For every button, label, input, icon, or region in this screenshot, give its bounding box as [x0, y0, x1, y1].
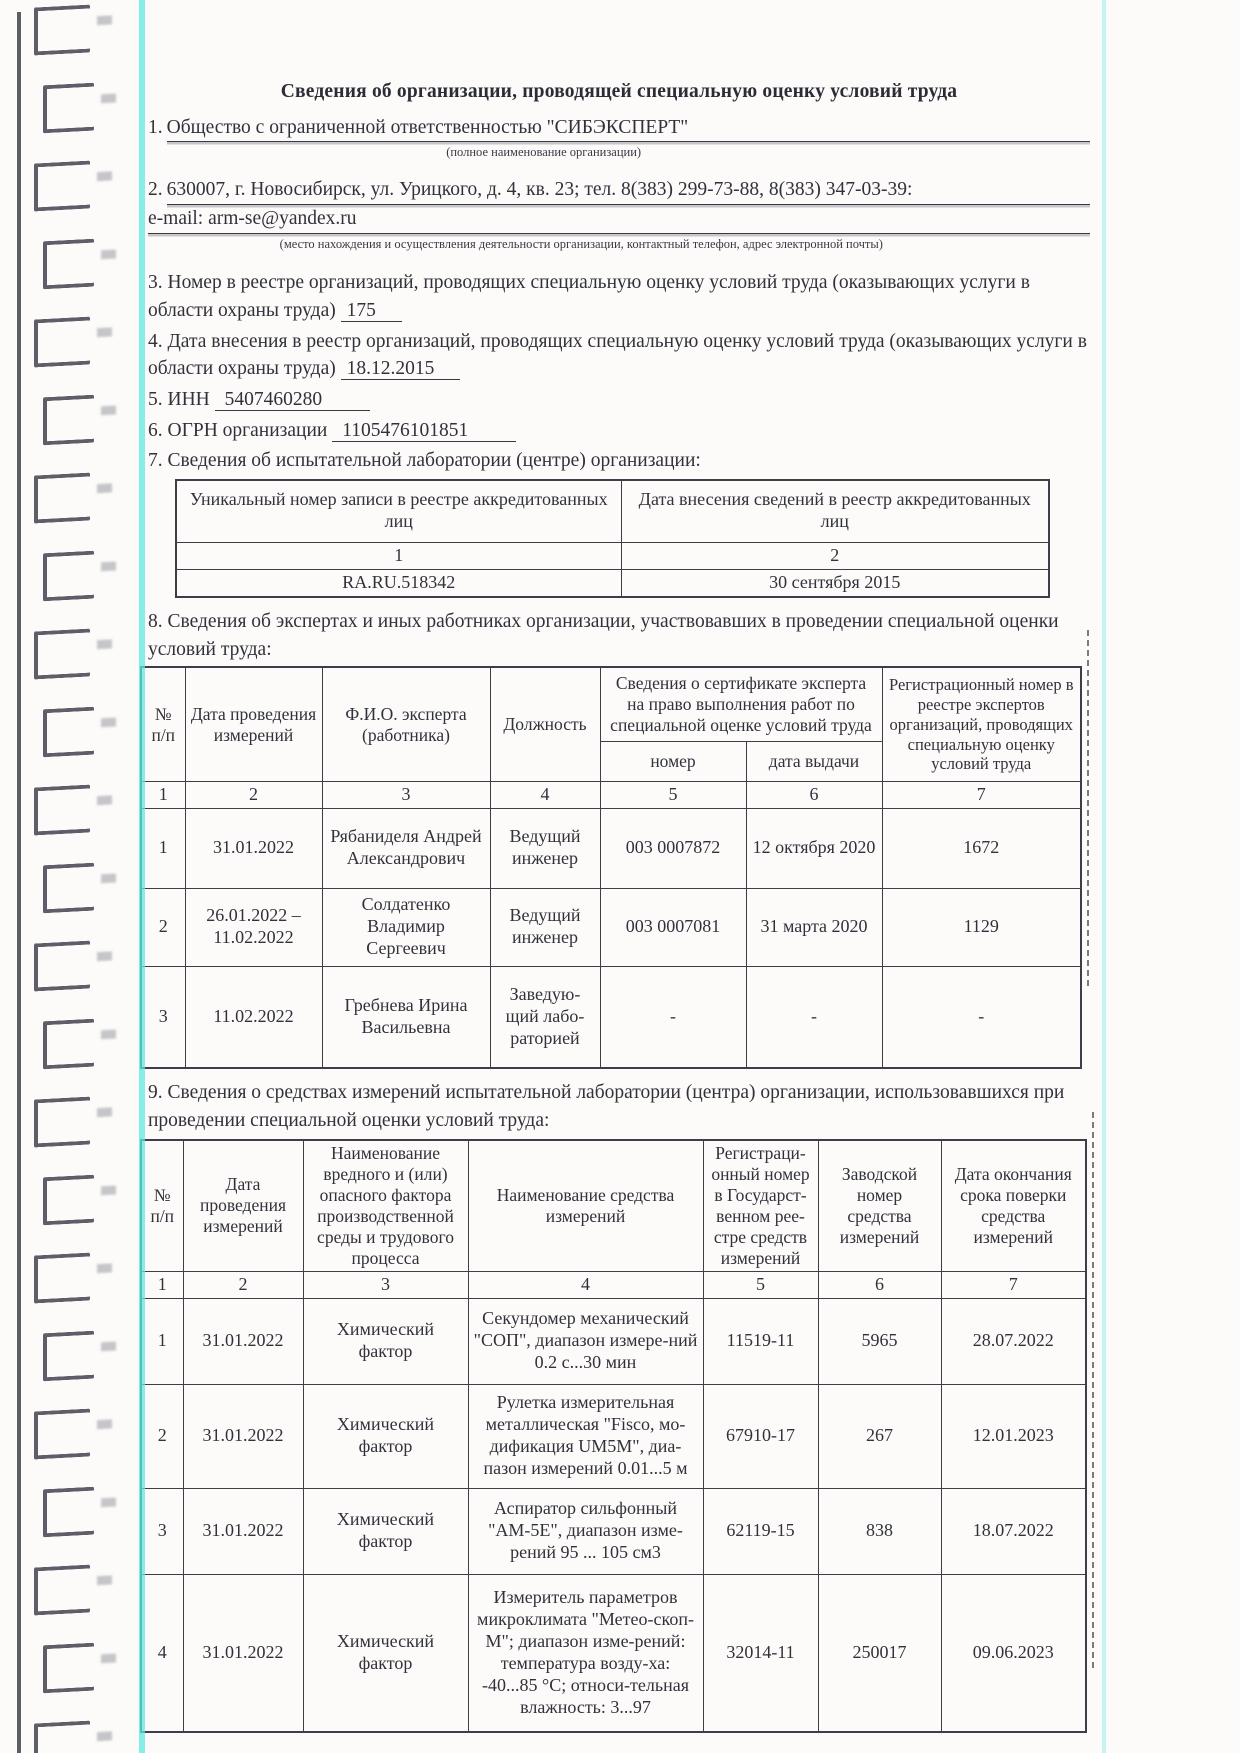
item-1-caption: (полное наименование организации): [446, 145, 642, 160]
instruments-cell: Аспиратор сильфонный "АМ-5Е", диапазон изме-рений 95 ... 105 см3: [468, 1488, 703, 1574]
instruments-cell: 11519-11: [703, 1298, 818, 1384]
experts-cell: 3: [141, 966, 185, 1068]
instruments-col-date: Дата проведения измерений: [183, 1140, 303, 1272]
instruments-index-cell: 1: [141, 1271, 183, 1298]
instruments-col-serial: Заводской номер средства измерений: [818, 1140, 941, 1272]
item-1-number: 1.: [148, 116, 163, 138]
item-5-value: 5407460280: [215, 389, 371, 411]
instruments-cell: 31.01.2022: [183, 1574, 303, 1732]
item-8-heading: 8. Сведения об экспертах и иных работниках организации, участвовавших в проведении специальной оценки условий труда:: [148, 611, 1059, 660]
lab-table-index-cell: 1: [176, 542, 621, 569]
experts-index-cell: 5: [600, 781, 746, 808]
experts-index-cell: 2: [185, 781, 322, 808]
instruments-cell: 28.07.2022: [941, 1298, 1086, 1384]
experts-cell: Ведущий инженер: [490, 888, 600, 966]
experts-cell: Ведущий инженер: [490, 808, 600, 888]
experts-row: [141, 808, 1081, 888]
item-5-inn: [148, 386, 1090, 414]
experts-cell: 1: [141, 808, 185, 888]
experts-cell: 31.01.2022: [185, 808, 322, 888]
experts-col-cert-date: дата выдачи: [746, 741, 882, 781]
experts-cell: Солдатенко Владимир Сергеевич: [322, 888, 490, 966]
instruments-cell: 1: [141, 1298, 183, 1384]
experts-cell: 26.01.2022 – 11.02.2022: [185, 888, 322, 966]
experts-cell: -: [746, 966, 882, 1068]
lab-table-header-cell: Дата внесения сведений в реестр аккредитованных лиц: [621, 480, 1049, 542]
item-6-label: 6. ОГРН организации: [148, 419, 328, 441]
lab-table: [175, 479, 1050, 598]
instruments-cell: Химический фактор: [303, 1384, 468, 1488]
experts-col-cert-group: Сведения о сертификате эксперта на право выполнения работ по специальной оценке условий труда: [600, 667, 882, 741]
experts-cell: Заведую-щий лабо-раторией: [490, 966, 600, 1068]
instruments-cell: 267: [818, 1384, 941, 1488]
item-3-value: 175: [341, 300, 402, 322]
item-5-label: 5. ИНН: [148, 389, 210, 410]
instruments-cell: Рулетка измерительная металлическая "Fisco, мо-дификация UM5M", диа-пазон измерений 0.01...5 м: [468, 1384, 703, 1488]
instruments-cell: Химический фактор: [303, 1298, 468, 1384]
experts-col-position: Должность: [490, 667, 600, 781]
instruments-cell: Измеритель параметров микроклимата "Метео-скоп-М"; диапазон изме-рений: температура возду-ха: -40...85 °С; относи-тельная влажность: 3...97: [468, 1574, 703, 1732]
item-7-heading: 7. Сведения об испытательной лаборатории (центре) организации:: [148, 450, 701, 472]
document-content: [148, 78, 1090, 1733]
instruments-cell: 3: [141, 1488, 183, 1574]
experts-col-reg-number: Регистрационный номер в реестре экспертов организаций, проводящих специальную оценку условий труда: [882, 667, 1081, 781]
instruments-cell: 31.01.2022: [183, 1488, 303, 1574]
instruments-cell: 31.01.2022: [183, 1298, 303, 1384]
experts-index-cell: 6: [746, 781, 882, 808]
experts-cell: 1129: [882, 888, 1081, 966]
item-2-email: e-mail: arm-se@yandex.ru: [148, 205, 1090, 234]
instruments-cell: Химический фактор: [303, 1574, 468, 1732]
item-1-org-name: [148, 114, 1090, 143]
experts-cell: 1672: [882, 808, 1081, 888]
experts-col-name: Ф.И.О. эксперта (работника): [322, 667, 490, 781]
experts-index-cell: 7: [882, 781, 1081, 808]
experts-cell: 2: [141, 888, 185, 966]
experts-index-cell: 1: [141, 781, 185, 808]
instruments-col-instrument: Наименование средства измерений: [468, 1140, 703, 1272]
instruments-cell: 4: [141, 1574, 183, 1732]
instruments-row: [141, 1574, 1086, 1732]
instruments-table: [140, 1139, 1087, 1733]
item-3-registry-number: [148, 269, 1090, 324]
item-3-text: 3. Номер в реестре организаций, проводящих специальную оценку условий труда (оказывающих услуги в области охраны труда): [148, 272, 1030, 321]
lab-table-index-cell: 2: [621, 542, 1049, 569]
experts-col-cert-number: номер: [600, 741, 746, 781]
item-2-address-line: [148, 176, 1090, 205]
experts-cell: Гребнева Ирина Васильевна: [322, 966, 490, 1068]
lab-table-header-cell: Уникальный номер записи в реестре аккредитованных лиц: [176, 480, 621, 542]
experts-table: [140, 666, 1082, 1069]
instruments-cell: 838: [818, 1488, 941, 1574]
spiral-binding: [34, 6, 129, 1753]
instruments-row: [141, 1298, 1086, 1384]
instruments-cell: 67910-17: [703, 1384, 818, 1488]
instruments-cell: 5965: [818, 1298, 941, 1384]
item-2-number: 2.: [148, 179, 163, 201]
item-4-text: 4. Дата внесения в реестр организаций, проводящих специальную оценку условий труда (оказывающих услуги в области охраны труда): [148, 330, 1087, 380]
item-2-address: 630007, г. Новосибирск, ул. Урицкого, д. 4, кв. 23; тел. 8(383) 299-73-88, 8(383) 347-03-39:: [167, 176, 1090, 205]
scanner-artifact-stripe-right: [1102, 0, 1106, 1753]
item-2-email-line: [148, 205, 1090, 234]
instruments-index-cell: 7: [941, 1271, 1086, 1298]
instruments-cell: 12.01.2023: [941, 1384, 1086, 1488]
page-title: Сведения об организации, проводящей специальную оценку условий труда: [280, 81, 958, 102]
page-edge-shadow: [17, 12, 21, 1753]
experts-cell: 31 марта 2020: [746, 888, 882, 966]
experts-cell: -: [600, 966, 746, 1068]
instruments-index-cell: 3: [303, 1271, 468, 1298]
instruments-cell: 32014-11: [703, 1574, 818, 1732]
lab-table-cell: 30 сентября 2015: [621, 569, 1049, 597]
experts-row: [141, 888, 1081, 966]
lab-table-cell: RA.RU.518342: [176, 569, 621, 597]
experts-cell: 11.02.2022: [185, 966, 322, 1068]
experts-col-num: № п/п: [141, 667, 185, 781]
experts-cell: 003 0007081: [600, 888, 746, 966]
instruments-index-cell: 4: [468, 1271, 703, 1298]
experts-cell: -: [882, 966, 1081, 1068]
instruments-cell: Секундомер механический "СОП", диапазон измере-ний 0.2 с...30 мин: [468, 1298, 703, 1384]
instruments-index-cell: 5: [703, 1271, 818, 1298]
item-9-heading: 9. Сведения о средствах измерений испытательной лаборатории (центра) организации, использовавшихся при проведении специальной оценки условий труда:: [148, 1082, 1065, 1132]
experts-row: [141, 966, 1081, 1068]
instruments-cell: 250017: [818, 1574, 941, 1732]
experts-index-cell: 4: [490, 781, 600, 808]
experts-cell: Рябаниделя Андрей Александрович: [322, 808, 490, 888]
instruments-col-factor: Наименование вредного и (или) опасного фактора производственной среды и трудового процесса: [303, 1140, 468, 1272]
instruments-cell: 31.01.2022: [183, 1384, 303, 1488]
instruments-row: [141, 1488, 1086, 1574]
instruments-cell: 62119-15: [703, 1488, 818, 1574]
instruments-col-num: № п/п: [141, 1140, 183, 1272]
experts-cell: 12 октября 2020: [746, 808, 882, 888]
experts-cell: 003 0007872: [600, 808, 746, 888]
item-4-registry-date: [148, 328, 1090, 383]
experts-col-date: Дата проведения измерений: [185, 667, 322, 781]
item-1-value: Общество с ограниченной ответственностью "СИБЭКСПЕРТ": [167, 114, 1090, 143]
instruments-cell: 2: [141, 1384, 183, 1488]
item-4-value: 18.12.2015: [341, 358, 461, 380]
instruments-col-verif: Дата окончания срока поверки средства измерений: [941, 1140, 1086, 1272]
instruments-cell: 09.06.2023: [941, 1574, 1086, 1732]
instruments-cell: 18.07.2022: [941, 1488, 1086, 1574]
instruments-index-cell: 6: [818, 1271, 941, 1298]
item-2-caption: (место нахождения и осуществления деятельности организации, контактный телефон, адрес электронной почты): [279, 236, 883, 251]
instruments-row: [141, 1384, 1086, 1488]
instruments-cell: Химический фактор: [303, 1488, 468, 1574]
instruments-col-reg: Регистраци-онный номер в Государст-венном рее-стре средств измерений: [703, 1140, 818, 1272]
instruments-index-cell: 2: [183, 1271, 303, 1298]
item-6-value: 1105476101851: [332, 420, 516, 442]
table-9-dashed-edge: [1092, 1112, 1094, 1668]
item-6-ogrn: [148, 417, 1090, 445]
experts-index-cell: 3: [322, 781, 490, 808]
